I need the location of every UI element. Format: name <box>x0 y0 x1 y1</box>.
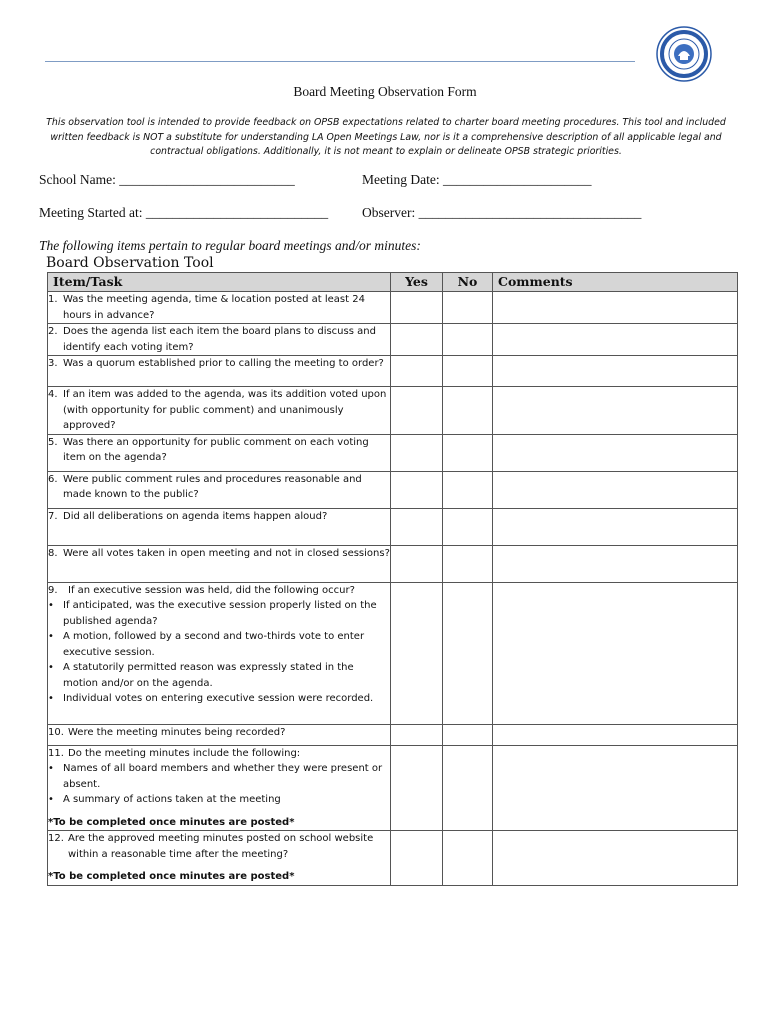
bullet-text: Individual votes on entering executive session were recorded. <box>63 693 374 704</box>
item-cell <box>48 324 391 356</box>
item-text: Were the meeting minutes being recorded? <box>68 726 286 738</box>
no-cell[interactable] <box>443 545 493 582</box>
no-cell[interactable] <box>443 508 493 545</box>
table-row <box>48 724 738 745</box>
item-number: 5. <box>48 436 58 448</box>
item-text: Was there an opportunity for public comment on each voting item on the agenda? <box>63 436 369 463</box>
completion-note: *To be completed once minutes are posted* <box>48 816 295 828</box>
item-cell <box>48 582 391 724</box>
yes-cell[interactable] <box>391 324 443 356</box>
comments-cell[interactable] <box>493 724 738 745</box>
yes-cell[interactable] <box>391 471 443 508</box>
completion-note: *To be completed once minutes are posted* <box>48 871 295 882</box>
item-number: 9. <box>48 584 58 596</box>
item-number: 10. <box>48 726 64 738</box>
item-text: Are the approved meeting minutes posted on school website within a reasonable time after the meeting? <box>68 833 374 860</box>
bullet-text: A summary of actions taken at the meeting <box>63 794 281 805</box>
item-number: 12. <box>48 833 64 844</box>
table-row <box>48 831 738 886</box>
item-text: Do the meeting minutes include the following: <box>68 747 301 759</box>
table-row <box>48 387 738 435</box>
header-rule <box>45 61 635 62</box>
no-cell[interactable] <box>443 324 493 356</box>
item-number: 8. <box>48 547 58 559</box>
item-text: Were all votes taken in open meeting and not in closed sessions? <box>63 547 390 559</box>
no-cell[interactable] <box>443 745 493 831</box>
yes-cell[interactable] <box>391 434 443 471</box>
item-cell <box>48 356 391 387</box>
no-cell[interactable] <box>443 387 493 435</box>
list-item: • A motion, followed by a second and two-thirds vote to enter executive session. <box>48 631 365 658</box>
comments-cell[interactable] <box>493 508 738 545</box>
header-item-task: Item/Task <box>48 273 391 292</box>
item-cell <box>48 745 391 831</box>
table-row <box>48 582 738 724</box>
comments-cell[interactable] <box>493 324 738 356</box>
intro-text: This observation tool is intended to provide feedback on OPSB expectations related to charter board meeting procedures. This tool and included written feedback is NOT a substitute for understanding LA Open Meetings Law, nor is it a comprehensive description of all applicable legal and contractual obligations. Additionally, it is not meant to explain or delineate OPSB strategic priorities. <box>46 117 726 157</box>
yes-cell[interactable] <box>391 387 443 435</box>
item-cell <box>48 471 391 508</box>
comments-cell[interactable] <box>493 434 738 471</box>
list-item: • Individual votes on entering executive session were recorded. <box>48 693 374 704</box>
table-row <box>48 324 738 356</box>
comments-cell[interactable] <box>493 831 738 886</box>
header-comments: Comments <box>493 273 738 292</box>
header-no: No <box>443 273 493 292</box>
pertain-note: The following items pertain to regular board meetings and/or minutes: <box>39 238 421 253</box>
bullet-text: A motion, followed by a second and two-thirds vote to enter executive session. <box>63 631 365 658</box>
comments-cell[interactable] <box>493 745 738 831</box>
item-number: 6. <box>48 473 58 485</box>
meeting-date-field[interactable]: Meeting Date: ______________________ <box>362 172 592 187</box>
bullet-text: A statutorily permitted reason was expressly stated in the motion and/or on the agenda. <box>63 662 354 689</box>
item-number: 4. <box>48 389 58 400</box>
bullet-text: Names of all board members and whether they were present or absent. <box>63 763 383 790</box>
comments-cell[interactable] <box>493 387 738 435</box>
no-cell[interactable] <box>443 292 493 324</box>
item-cell <box>48 724 391 745</box>
list-item: • Names of all board members and whether they were present or absent. <box>48 763 383 790</box>
table-row <box>48 434 738 471</box>
no-cell[interactable] <box>443 582 493 724</box>
table-row <box>48 356 738 387</box>
item-number: 11. <box>48 747 64 759</box>
yes-cell[interactable] <box>391 545 443 582</box>
item-text: If an executive session was held, did the following occur? <box>68 584 355 596</box>
no-cell[interactable] <box>443 471 493 508</box>
comments-cell[interactable] <box>493 545 738 582</box>
item-number: 3. <box>48 358 58 369</box>
comments-cell[interactable] <box>493 582 738 724</box>
item-text: Was the meeting agenda, time & location posted at least 24 hours in advance? <box>63 294 365 321</box>
comments-cell[interactable] <box>493 292 738 324</box>
no-cell[interactable] <box>443 831 493 886</box>
item-cell <box>48 545 391 582</box>
no-cell[interactable] <box>443 356 493 387</box>
observer-field[interactable]: Observer: _________________________________ <box>362 205 642 220</box>
table-row <box>48 471 738 508</box>
item-text: Did all deliberations on agenda items happen aloud? <box>63 510 328 522</box>
table-row <box>48 292 738 324</box>
opsb-seal-logo <box>656 26 712 82</box>
yes-cell[interactable] <box>391 831 443 886</box>
no-cell[interactable] <box>443 434 493 471</box>
yes-cell[interactable] <box>391 292 443 324</box>
yes-cell[interactable] <box>391 356 443 387</box>
no-cell[interactable] <box>443 724 493 745</box>
form-title: Board Meeting Observation Form <box>293 84 477 99</box>
item-number: 7. <box>48 510 58 522</box>
list-item: • If anticipated, was the executive session properly listed on the published agenda? <box>48 600 377 627</box>
bullet-text: If anticipated, was the executive session properly listed on the published agenda? <box>63 600 377 627</box>
list-item: • A statutorily permitted reason was expressly stated in the motion and/or on the agenda. <box>48 662 354 689</box>
item-number: 2. <box>48 326 58 337</box>
yes-cell[interactable] <box>391 724 443 745</box>
observation-table <box>47 272 738 886</box>
item-cell <box>48 434 391 471</box>
meeting-started-field[interactable]: Meeting Started at: ___________________________ <box>39 205 329 220</box>
item-cell <box>48 387 391 435</box>
item-text: Were public comment rules and procedures reasonable and made known to the public? <box>63 473 362 500</box>
comments-cell[interactable] <box>493 356 738 387</box>
table-header-row <box>48 273 738 292</box>
item-cell <box>48 508 391 545</box>
item-text: Does the agenda list each item the board plans to discuss and identify each voting item? <box>63 326 376 353</box>
list-item: • A summary of actions taken at the meeting <box>48 794 281 805</box>
table-row <box>48 545 738 582</box>
item-number: 1. <box>48 294 58 305</box>
yes-cell[interactable] <box>391 745 443 831</box>
item-text: Was a quorum established prior to calling the meeting to order? <box>63 358 384 369</box>
school-name-field[interactable]: School Name: __________________________ <box>39 172 295 187</box>
yes-cell[interactable] <box>391 508 443 545</box>
comments-cell[interactable] <box>493 471 738 508</box>
item-cell <box>48 292 391 324</box>
yes-cell[interactable] <box>391 582 443 724</box>
item-cell <box>48 831 391 886</box>
header-yes: Yes <box>391 273 443 292</box>
table-row <box>48 745 738 831</box>
tool-title: Board Observation Tool <box>46 255 214 271</box>
table-row <box>48 508 738 545</box>
item-text: If an item was added to the agenda, was its addition voted upon (with opportunity for public comment) and unanimously approved? <box>63 389 387 431</box>
